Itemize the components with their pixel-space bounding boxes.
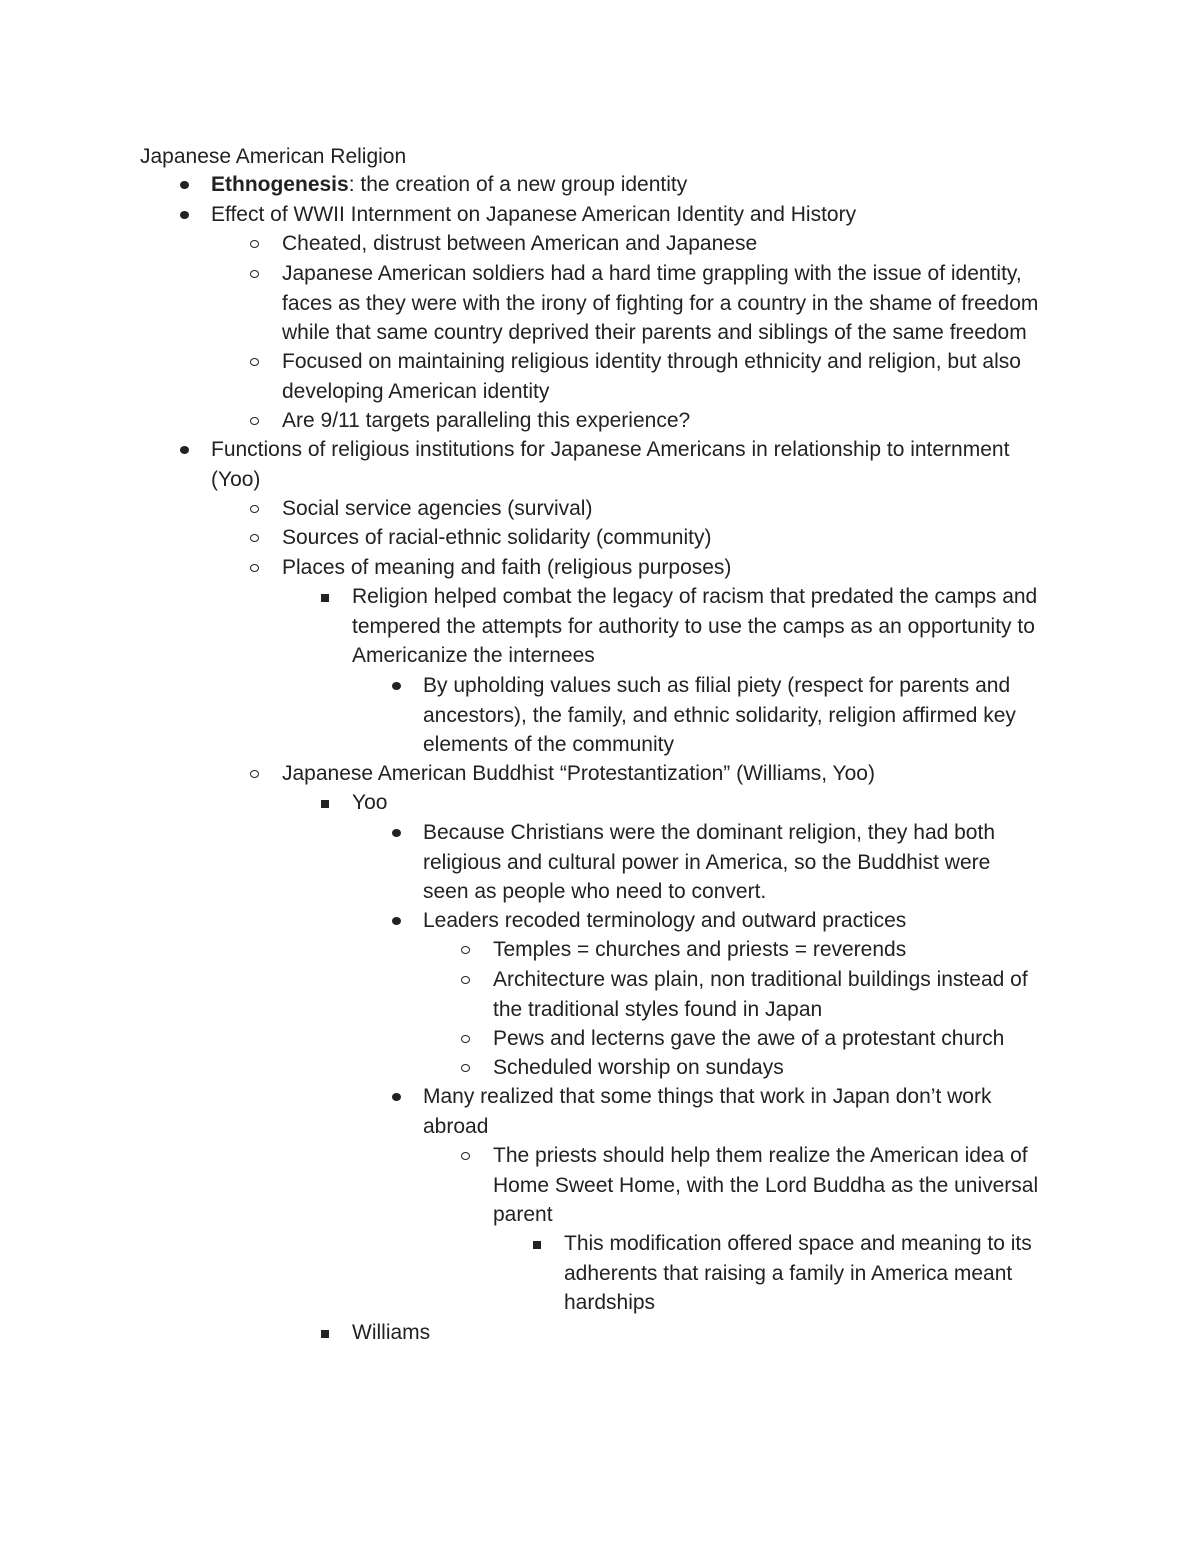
list-item — [282, 523, 711, 553]
item-text: religious and cultural power in America, so the Buddhist were — [423, 850, 991, 874]
list-item — [423, 818, 995, 907]
bullet-circle-icon — [246, 259, 268, 289]
list-item — [423, 1082, 991, 1141]
list-item — [282, 759, 875, 789]
bullet-disc-icon — [175, 200, 197, 230]
list-item — [493, 1141, 1038, 1230]
item-text: Sources of racial-ethnic solidarity (community) — [282, 526, 712, 549]
list-item — [282, 259, 1038, 348]
item-text: faces as they were with the irony of fighting for a country in the shame of freedom — [282, 291, 1039, 315]
page-title: Japanese American Religion — [140, 145, 407, 168]
bullet-square-icon — [316, 788, 338, 818]
term-bold: Ethnogenesis — [211, 173, 349, 196]
bullet-square-icon — [316, 582, 338, 612]
list-item — [564, 1229, 1032, 1318]
item-text: hardships — [564, 1291, 656, 1314]
item-text: Home Sweet Home, with the Lord Buddha as the universal — [493, 1173, 1039, 1197]
bullet-disc-icon — [175, 170, 197, 200]
item-text: while that same country deprived their parents and siblings of the same freedom — [282, 321, 1027, 344]
bullet-disc-icon — [387, 671, 409, 701]
bullet-circle-icon — [246, 553, 268, 583]
list-item — [211, 200, 856, 230]
bullet-circle-icon — [246, 494, 268, 524]
bullet-circle-icon — [246, 523, 268, 553]
list-item — [282, 406, 690, 436]
bullet-circle-icon — [457, 1053, 479, 1083]
bullet-disc-icon — [387, 1082, 409, 1112]
item-text: developing American identity — [282, 379, 550, 403]
bullet-circle-icon — [246, 229, 268, 259]
item-text: elements of the community — [423, 733, 674, 756]
item-text: ancestors), the family, and ethnic solidarity, religion affirmed key — [423, 703, 1016, 727]
list-item — [211, 170, 687, 200]
item-text: adherents that raising a family in America meant — [564, 1261, 1013, 1285]
item-text: Functions of religious institutions for Japanese Americans in relationship to internment — [211, 438, 1010, 461]
list-item — [352, 788, 387, 818]
item-text: Americanize the internees — [352, 644, 595, 667]
list-item — [493, 965, 1028, 1024]
list-item — [282, 347, 1021, 406]
item-text: seen as people who need to convert. — [423, 880, 767, 903]
item-text: Japanese American Buddhist “Protestantization” (Williams, Yoo) — [282, 762, 875, 785]
item-text: Places of meaning and faith (religious purposes) — [282, 556, 732, 579]
list-item — [493, 1053, 784, 1083]
item-text: Effect of WWII Internment on Japanese American Identity and History — [211, 203, 857, 226]
list-item — [493, 1024, 1004, 1054]
list-item — [282, 229, 757, 259]
bullet-square-icon — [316, 1318, 338, 1348]
item-text: Many realized that some things that work in Japan don’t work — [423, 1085, 992, 1108]
item-text: Scheduled worship on sundays — [493, 1056, 784, 1079]
bullet-disc-icon — [387, 906, 409, 936]
bullet-circle-icon — [457, 935, 479, 965]
item-text: Architecture was plain, non traditional buildings instead of — [493, 968, 1028, 991]
bullet-circle-icon — [457, 1024, 479, 1054]
item-text: Yoo — [352, 791, 388, 814]
item-text: This modification offered space and meaning to its — [564, 1232, 1032, 1255]
item-text: Religion helped combat the legacy of racism that predated the camps and — [352, 585, 1038, 608]
item-text: (Yoo) — [211, 467, 261, 491]
list-item — [493, 935, 906, 965]
list-item — [282, 553, 731, 583]
list-item — [423, 671, 1016, 760]
item-text: Pews and lecterns gave the awe of a protestant church — [493, 1027, 1005, 1050]
item-text: Are 9/11 targets paralleling this experience? — [282, 409, 691, 432]
item-text: tempered the attempts for authority to use the camps as an opportunity to — [352, 614, 1035, 638]
item-text: The priests should help them realize the American idea of — [493, 1144, 1028, 1167]
bullet-circle-icon — [246, 759, 268, 789]
item-text: Social service agencies (survival) — [282, 497, 593, 520]
bullet-circle-icon — [457, 965, 479, 995]
list-item — [352, 582, 1037, 671]
list-item — [282, 494, 592, 524]
item-text: Japanese American soldiers had a hard time grappling with the issue of identity, — [282, 262, 1022, 285]
item-text: By upholding values such as filial piety (respect for parents and — [423, 674, 1011, 697]
item-text: Ethnogenesis: the creation of a new group identity — [211, 173, 688, 196]
item-text: Because Christians were the dominant religion, they had both — [423, 821, 996, 844]
bullet-disc-icon — [175, 435, 197, 465]
item-text: the traditional styles found in Japan — [493, 997, 823, 1021]
item-text: Focused on maintaining religious identity through ethnicity and religion, but also — [282, 350, 1021, 373]
item-text: Temples = churches and priests = reverends — [493, 938, 907, 961]
bullet-circle-icon — [457, 1141, 479, 1171]
list-item — [352, 1318, 430, 1348]
list-item — [211, 435, 1009, 494]
item-text: Leaders recoded terminology and outward practices — [423, 909, 907, 932]
bullet-square-icon — [528, 1229, 550, 1259]
item-text: Cheated, distrust between American and Japanese — [282, 232, 758, 255]
item-text: Williams — [352, 1321, 431, 1344]
bullet-circle-icon — [246, 406, 268, 436]
item-text: parent — [493, 1203, 553, 1226]
bullet-disc-icon — [387, 818, 409, 848]
bullet-circle-icon — [246, 347, 268, 377]
item-text: abroad — [423, 1114, 489, 1138]
list-item — [423, 906, 906, 936]
